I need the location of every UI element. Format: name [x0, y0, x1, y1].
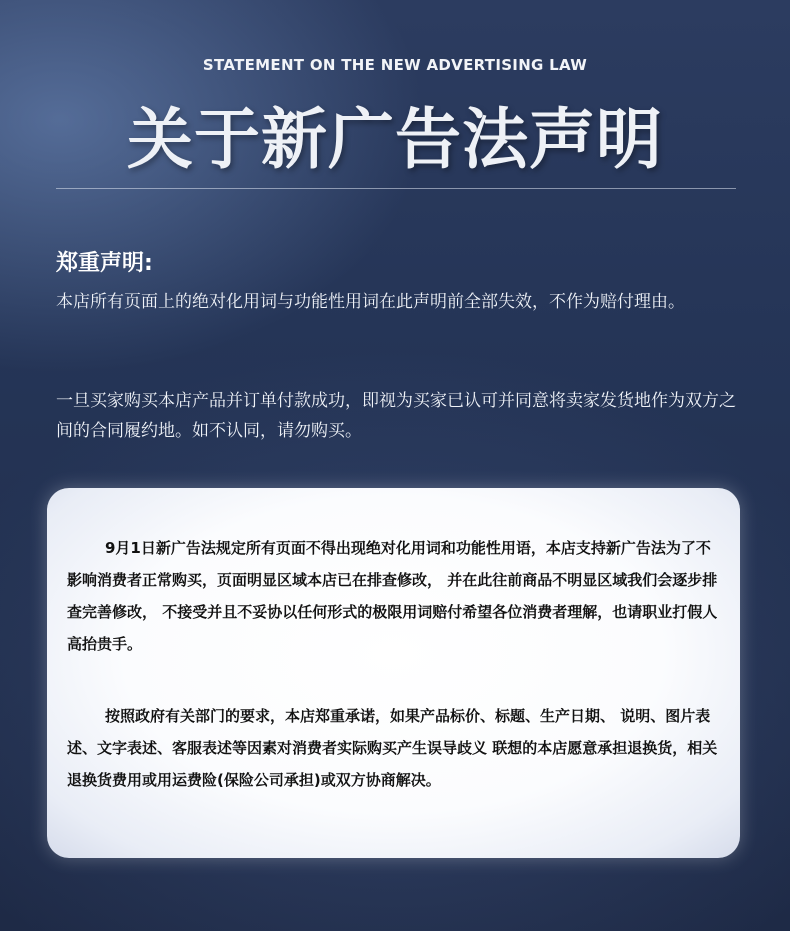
notice-paragraph-contract-location: 一旦买家购买本店产品并订单付款成功，即视为买家已认可并同意将卖家发货地作为双方之间的合同履约地。如不认同，请勿购买。 — [56, 391, 736, 441]
statement-card — [47, 488, 740, 858]
notice-heading: 郑重声明: — [56, 251, 153, 276]
page-subtitle: STATEMENT ON THE NEW ADVERTISING LAW — [202, 56, 588, 74]
card-paragraph-commitment: 按照政府有关部门的要求，本店郑重承诺，如果产品标价、标题、生产日期、 说明、图片表述、文字表述、客服表述等因素对消费者实际购买产生误导歧义 联想的本店愿意承担退换货，相关退换货费用或用运费险(保险公司承担)或双方协商解决。 — [67, 707, 718, 789]
title-divider — [56, 188, 736, 189]
card-paragraph-ad-law: 9月1日新广告法规定所有页面不得出现绝对化用词和功能性用语，本店支持新广告法为了不影响消费者正常购买，页面明显区域本店已在排查修改， 并在此往前商品不明显区域我们会逐步排查完善修改， 不接受并且不妥协以任何形式的极限用词赔付希望各位消费者理解，也请职业打假人高抬贵手。 — [67, 539, 718, 653]
notice-paragraph-invalidation: 本店所有页面上的绝对化用词与功能性用词在此声明前全部失效，不作为赔付理由。 — [56, 292, 685, 312]
page-title: 关于新广告法声明 — [127, 101, 663, 178]
